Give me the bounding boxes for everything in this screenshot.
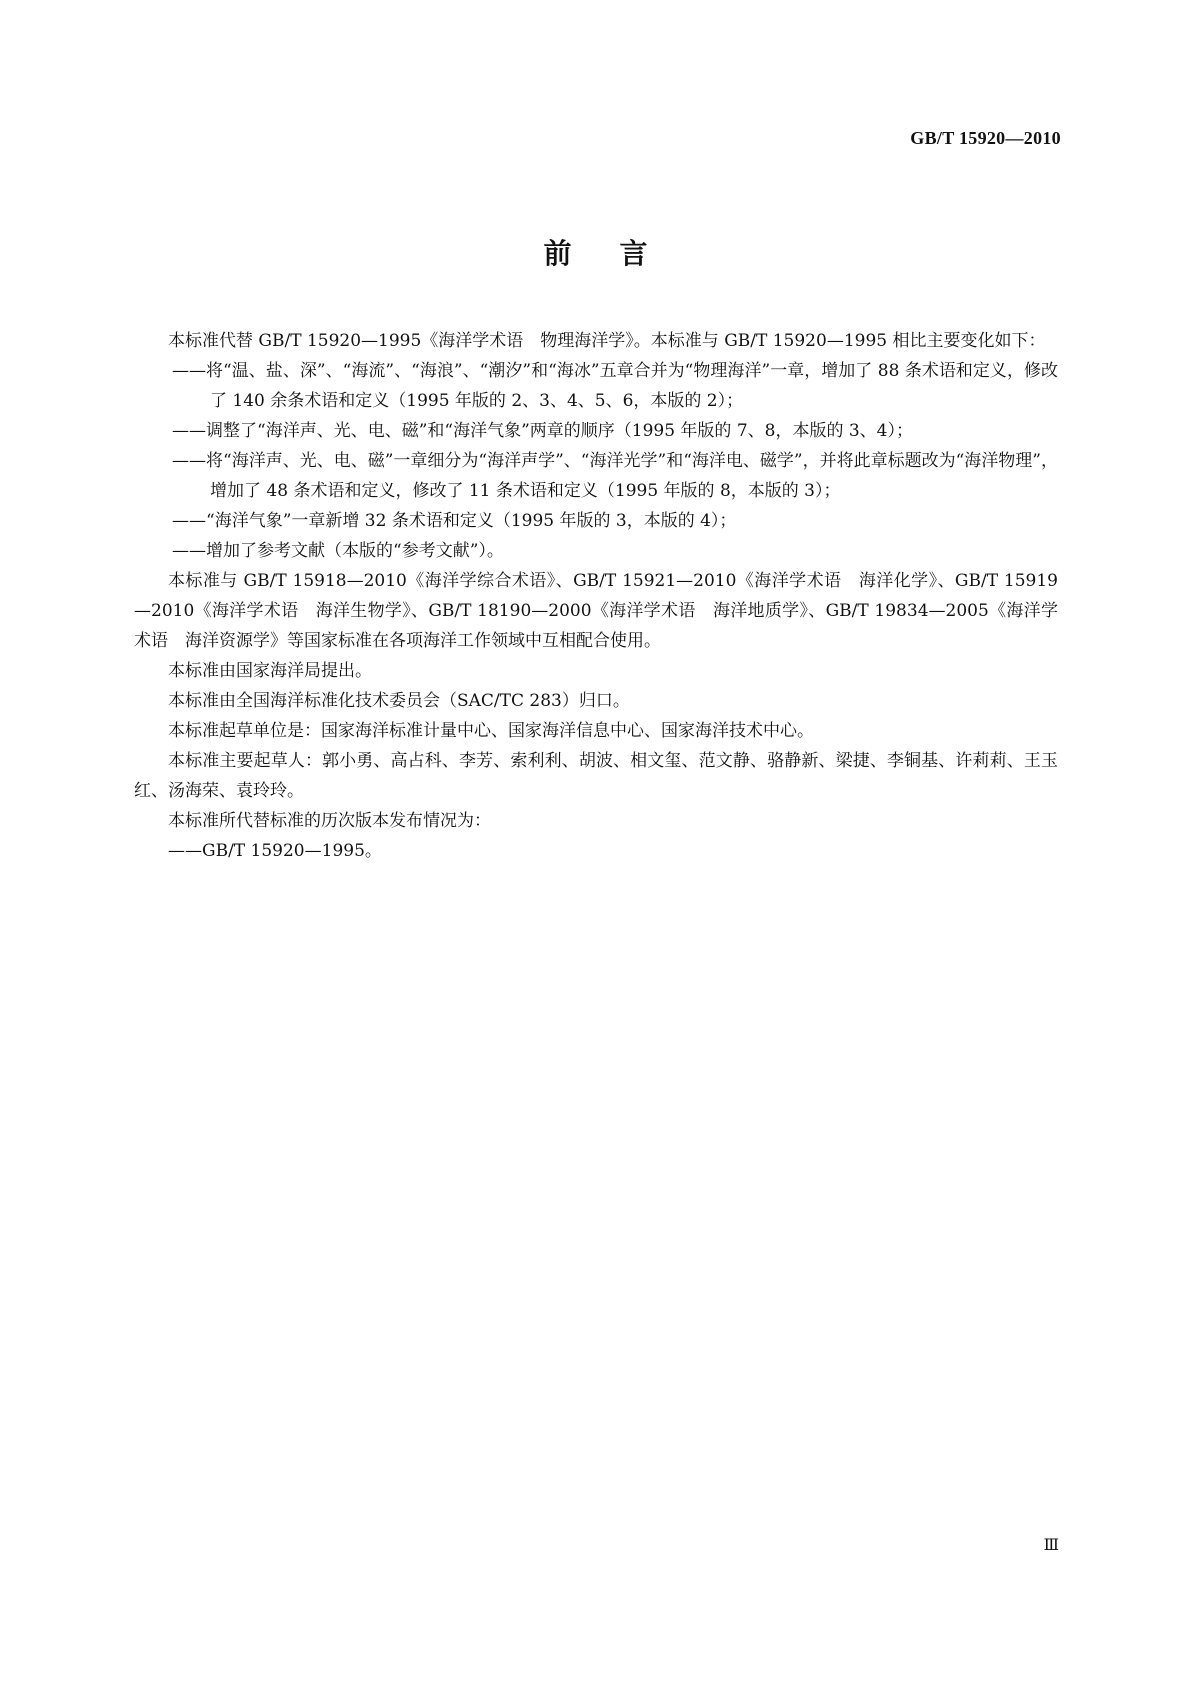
change-item: ——将“温、盐、深”、“海流”、“海浪”、“潮汐”和“海冰”五章合并为“物理海洋”一章，增加了 88 条术语和定义，修改了 140 余条术语和定义（1995 年版的 2、3、4、5、6，本版的 2）；	[172, 361, 1058, 411]
standard-code: GB/T 15920—2010	[910, 128, 1061, 148]
drafting-units-paragraph: 本标准起草单位是：国家海洋标准计量中心、国家海洋信息中心、国家海洋技术中心。	[168, 721, 814, 741]
page-number: Ⅲ	[1043, 1537, 1059, 1554]
intro-paragraph: 本标准代替 GB/T 15920—1995《海洋学术语 物理海洋学》。本标准与 GB/T 15920—1995 相比主要变化如下：	[168, 331, 1046, 351]
foreword-body	[134, 326, 1058, 866]
change-item: ——增加了参考文献（本版的“参考文献”）。	[172, 541, 504, 561]
page-title: 前言	[543, 237, 696, 270]
proposer-paragraph: 本标准由国家海洋局提出。	[168, 661, 372, 681]
committee-paragraph: 本标准由全国海洋标准化技术委员会（SAC/TC 283）归口。	[168, 691, 630, 711]
drafters-paragraph: 本标准主要起草人：郭小勇、高占科、李芳、索利利、胡波、相文玺、范文静、骆静新、梁捷、李铜基、许莉莉、王玉红、汤海荣、袁玲玲。	[134, 751, 1058, 801]
change-item: ——“海洋气象”一章新增 32 条术语和定义（1995 年版的 3，本版的 4）；	[172, 511, 737, 531]
change-item: ——将“海洋声、光、电、磁”一章细分为“海洋声学”、“海洋光学”和“海洋电、磁学”，并将此章标题改为“海洋物理”，增加了 48 条术语和定义，修改了 11 条术语和定义（1995 年版的 8，本版的 3）；	[172, 451, 1058, 501]
change-item: ——调整了“海洋声、光、电、磁”和“海洋气象”两章的顺序（1995 年版的 7、8，本版的 3、4）；	[172, 421, 914, 441]
history-paragraph: 本标准所代替标准的历次版本发布情况为：	[168, 811, 491, 831]
related-standards-paragraph: 本标准与 GB/T 15918—2010《海洋学综合术语》、GB/T 15921—2010《海洋学术语 海洋化学》、GB/T 15919—2010《海洋学术语 海洋生物学》、GB/T 18190—2000《海洋学术语 海洋地质学》、GB/T 19834—2005《海洋学术语 海洋资源学》等国家标准在各项海洋工作领域中互相配合使用。	[134, 571, 1058, 651]
history-item: ——GB/T 15920—1995。	[168, 841, 382, 861]
